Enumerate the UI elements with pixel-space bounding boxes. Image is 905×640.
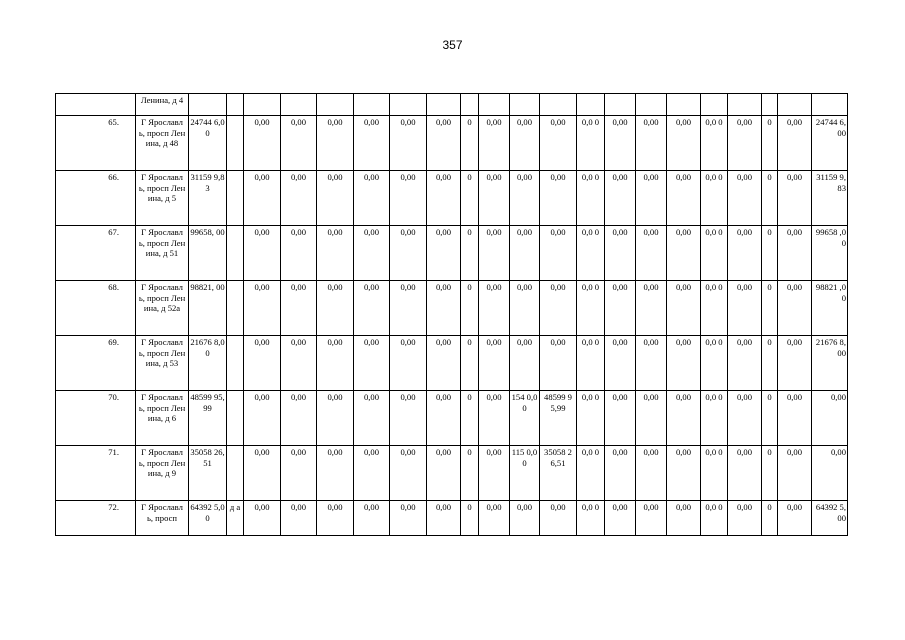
value-cell: 0,00 — [317, 501, 354, 536]
value-cell: 0,00 — [244, 336, 281, 391]
value-cell: 0,0 0 — [701, 391, 728, 446]
value-cell — [227, 171, 244, 226]
value-cell: 0,00 — [354, 171, 390, 226]
value-cell: 0,00 — [479, 336, 510, 391]
value-cell: 0,00 — [778, 226, 812, 281]
row-number-cell: 66. — [56, 171, 136, 226]
row-number-cell: 68. — [56, 281, 136, 336]
value-cell: 115 0,00 — [510, 446, 540, 501]
value-cell: 0,00 — [636, 336, 667, 391]
value-cell: 0,00 — [605, 116, 636, 171]
value-cell: 0 — [461, 281, 479, 336]
value-cell: 0,00 — [244, 501, 281, 536]
value-cell: 0,00 — [728, 171, 762, 226]
total-cell: 24744 6,00 — [812, 116, 848, 171]
value-cell: 0,00 — [605, 281, 636, 336]
value-cell: 0 — [762, 226, 778, 281]
value-cell: 0,00 — [667, 171, 701, 226]
value-cell: 0,00 — [354, 226, 390, 281]
value-cell: 0,00 — [281, 226, 317, 281]
table-row — [56, 116, 848, 171]
value-cell: 0,0 0 — [701, 116, 728, 171]
address-cell: Г Ярославл ь, просп Ленина, д 52а — [136, 281, 189, 336]
value-cell: 154 0,00 — [510, 391, 540, 446]
value-cell: 0,00 — [354, 281, 390, 336]
value-cell: 0,00 — [390, 116, 427, 171]
row-number-cell: 71. — [56, 446, 136, 501]
row-number-cell: 65. — [56, 116, 136, 171]
total-cell: 0,00 — [812, 391, 848, 446]
value-cell: 0,00 — [636, 501, 667, 536]
row-number-cell: 69. — [56, 336, 136, 391]
value-cell: 0,00 — [390, 501, 427, 536]
value-cell: 0,00 — [667, 391, 701, 446]
value-cell: 0,00 — [636, 446, 667, 501]
value-cell: 0,00 — [317, 281, 354, 336]
value-cell: 0,00 — [479, 226, 510, 281]
value-cell: 0 — [461, 391, 479, 446]
value-cell: 0,00 — [636, 116, 667, 171]
value-cell: 0,00 — [728, 391, 762, 446]
value-cell: 0,00 — [479, 446, 510, 501]
value-cell: 0,00 — [281, 336, 317, 391]
value-cell: 0,00 — [317, 116, 354, 171]
value-cell: 0,00 — [390, 171, 427, 226]
total-cell: 98821 ,00 — [812, 281, 848, 336]
table-row — [56, 226, 848, 281]
value-cell: 0,00 — [636, 391, 667, 446]
value-cell: 0,00 — [605, 226, 636, 281]
value-cell: 0,00 — [427, 391, 461, 446]
value-cell: 0,00 — [510, 226, 540, 281]
value-cell: 0,00 — [244, 281, 281, 336]
value-cell: 0,00 — [667, 336, 701, 391]
value-cell: 0,0 0 — [577, 336, 605, 391]
value-cell: 0,0 0 — [577, 171, 605, 226]
table-row — [56, 501, 848, 536]
value-cell: 0,00 — [281, 171, 317, 226]
value-cell: 0,00 — [636, 281, 667, 336]
value-cell: 0,0 0 — [701, 501, 728, 536]
total-cell: 0,00 — [812, 446, 848, 501]
value-cell: 0,00 — [390, 226, 427, 281]
value-cell: 0,00 — [778, 171, 812, 226]
value-cell: 0,00 — [667, 116, 701, 171]
table-row — [56, 171, 848, 226]
value-cell: 0,00 — [281, 391, 317, 446]
value-cell: 0,00 — [317, 336, 354, 391]
value-cell: д а — [227, 501, 244, 536]
value-cell: 0,00 — [317, 391, 354, 446]
value-cell: 0,00 — [244, 171, 281, 226]
value-cell: 0,00 — [244, 391, 281, 446]
value-cell: 0,00 — [540, 116, 577, 171]
value-cell — [227, 226, 244, 281]
value-cell: 24744 6,00 — [189, 116, 227, 171]
total-cell: 21676 8,00 — [812, 336, 848, 391]
value-cell: 0,00 — [427, 336, 461, 391]
value-cell: 0,00 — [244, 446, 281, 501]
value-cell: 0,00 — [728, 226, 762, 281]
value-cell: 0,00 — [281, 281, 317, 336]
page-number: 357 — [442, 38, 463, 52]
value-cell: 0,00 — [667, 501, 701, 536]
value-cell: 0,00 — [390, 336, 427, 391]
table-row-continuation — [56, 94, 848, 116]
value-cell: 0,00 — [427, 116, 461, 171]
value-cell: 0,0 0 — [701, 336, 728, 391]
value-cell: 0,00 — [667, 281, 701, 336]
value-cell: 35058 26,51 — [189, 446, 227, 501]
value-cell — [227, 336, 244, 391]
value-cell: 0 — [461, 501, 479, 536]
value-cell: 21676 8,00 — [189, 336, 227, 391]
value-cell: 0,00 — [317, 226, 354, 281]
total-cell: 64392 5,00 — [812, 501, 848, 536]
value-cell: 0,00 — [354, 116, 390, 171]
value-cell: 0,00 — [540, 501, 577, 536]
value-cell: 0,00 — [540, 336, 577, 391]
value-cell — [227, 116, 244, 171]
value-cell: 0,0 0 — [701, 226, 728, 281]
value-cell: 0,00 — [778, 501, 812, 536]
total-cell: 99658 ,00 — [812, 226, 848, 281]
value-cell: 0,00 — [479, 281, 510, 336]
value-cell: 0,00 — [427, 446, 461, 501]
value-cell: 0,00 — [636, 171, 667, 226]
value-cell: 0,00 — [510, 281, 540, 336]
value-cell: 0,00 — [390, 391, 427, 446]
value-cell: 0,0 0 — [577, 501, 605, 536]
value-cell: 0,0 0 — [577, 281, 605, 336]
value-cell: 0 — [762, 446, 778, 501]
address-cell: Г Ярославл ь, просп — [136, 501, 189, 536]
value-cell: 0 — [762, 391, 778, 446]
value-cell: 0,00 — [427, 501, 461, 536]
value-cell: 0,0 0 — [577, 446, 605, 501]
value-cell: 0,00 — [728, 336, 762, 391]
value-cell: 0,0 0 — [701, 171, 728, 226]
value-cell: 0,00 — [244, 226, 281, 281]
value-cell: 0,00 — [605, 391, 636, 446]
value-cell: 0,00 — [778, 281, 812, 336]
value-cell: 48599 95,99 — [540, 391, 577, 446]
value-cell: 0,00 — [605, 336, 636, 391]
value-cell: 0,00 — [479, 501, 510, 536]
value-cell: 0 — [461, 336, 479, 391]
value-cell: 48599 95,99 — [189, 391, 227, 446]
table-row — [56, 336, 848, 391]
address-cell: Ленина, д 4 — [136, 94, 189, 116]
value-cell: 35058 26,51 — [540, 446, 577, 501]
value-cell: 0,00 — [540, 226, 577, 281]
value-cell: 0,00 — [667, 446, 701, 501]
value-cell: 0,00 — [540, 171, 577, 226]
value-cell: 99658, 00 — [189, 226, 227, 281]
value-cell: 0 — [762, 281, 778, 336]
value-cell: 0,00 — [390, 281, 427, 336]
value-cell: 0 — [461, 116, 479, 171]
value-cell: 0 — [461, 446, 479, 501]
value-cell: 0,00 — [510, 171, 540, 226]
value-cell: 0,00 — [479, 171, 510, 226]
value-cell: 0,00 — [728, 501, 762, 536]
value-cell: 0 — [461, 226, 479, 281]
value-cell: 0,00 — [605, 446, 636, 501]
value-cell: 0,0 0 — [701, 281, 728, 336]
value-cell: 0,00 — [427, 226, 461, 281]
row-number-cell: 70. — [56, 391, 136, 446]
value-cell — [227, 281, 244, 336]
value-cell: 0,00 — [667, 226, 701, 281]
value-cell: 0,00 — [605, 171, 636, 226]
address-cell: Г Ярославл ь, просп Ленина, д 9 — [136, 446, 189, 501]
value-cell: 0,00 — [479, 391, 510, 446]
value-cell: 0,00 — [728, 281, 762, 336]
value-cell: 0,00 — [510, 116, 540, 171]
value-cell — [227, 446, 244, 501]
value-cell: 64392 5,00 — [189, 501, 227, 536]
value-cell — [227, 391, 244, 446]
value-cell: 0,00 — [354, 501, 390, 536]
table-row — [56, 281, 848, 336]
address-cell: Г Ярославл ь, просп Ленина, д 51 — [136, 226, 189, 281]
value-cell: 0,0 0 — [577, 116, 605, 171]
value-cell: 0,00 — [354, 336, 390, 391]
value-cell: 0,0 0 — [577, 226, 605, 281]
row-number-cell: 67. — [56, 226, 136, 281]
value-cell: 0,00 — [281, 116, 317, 171]
address-cell: Г Ярославл ь, просп Ленина, д 48 — [136, 116, 189, 171]
value-cell: 0,00 — [605, 501, 636, 536]
value-cell: 0,0 0 — [577, 391, 605, 446]
table-row — [56, 391, 848, 446]
value-cell: 0,00 — [479, 116, 510, 171]
value-cell: 0,00 — [354, 391, 390, 446]
value-cell: 0,00 — [317, 446, 354, 501]
table-row — [56, 446, 848, 501]
value-cell: 0,00 — [728, 446, 762, 501]
value-cell: 0,00 — [427, 281, 461, 336]
value-cell: 0,0 0 — [701, 446, 728, 501]
value-cell: 0,00 — [390, 446, 427, 501]
address-cell: Г Ярославл ь, просп Ленина, д 53 — [136, 336, 189, 391]
value-cell: 0,00 — [728, 116, 762, 171]
address-cell: Г Ярославл ь, просп Ленина, д 6 — [136, 391, 189, 446]
value-cell: 0,00 — [636, 226, 667, 281]
row-number-cell: 72. — [56, 501, 136, 536]
value-cell: 31159 9,83 — [189, 171, 227, 226]
value-cell: 0,00 — [540, 281, 577, 336]
value-cell: 0,00 — [317, 171, 354, 226]
value-cell: 0,00 — [244, 116, 281, 171]
data-table — [55, 93, 848, 536]
value-cell: 0,00 — [778, 446, 812, 501]
value-cell: 0 — [762, 501, 778, 536]
value-cell: 0,00 — [778, 391, 812, 446]
value-cell: 0,00 — [281, 501, 317, 536]
value-cell: 0 — [461, 171, 479, 226]
value-cell: 0,00 — [354, 446, 390, 501]
value-cell: 0 — [762, 116, 778, 171]
value-cell: 0,00 — [427, 171, 461, 226]
value-cell: 0,00 — [281, 446, 317, 501]
value-cell: 0,00 — [510, 501, 540, 536]
total-cell: 31159 9,83 — [812, 171, 848, 226]
value-cell: 0,00 — [778, 116, 812, 171]
value-cell: 0,00 — [778, 336, 812, 391]
value-cell: 0 — [762, 171, 778, 226]
address-cell: Г Ярославл ь, просп Ленина, д 5 — [136, 171, 189, 226]
value-cell: 0 — [762, 336, 778, 391]
value-cell: 0,00 — [510, 336, 540, 391]
value-cell: 98821, 00 — [189, 281, 227, 336]
